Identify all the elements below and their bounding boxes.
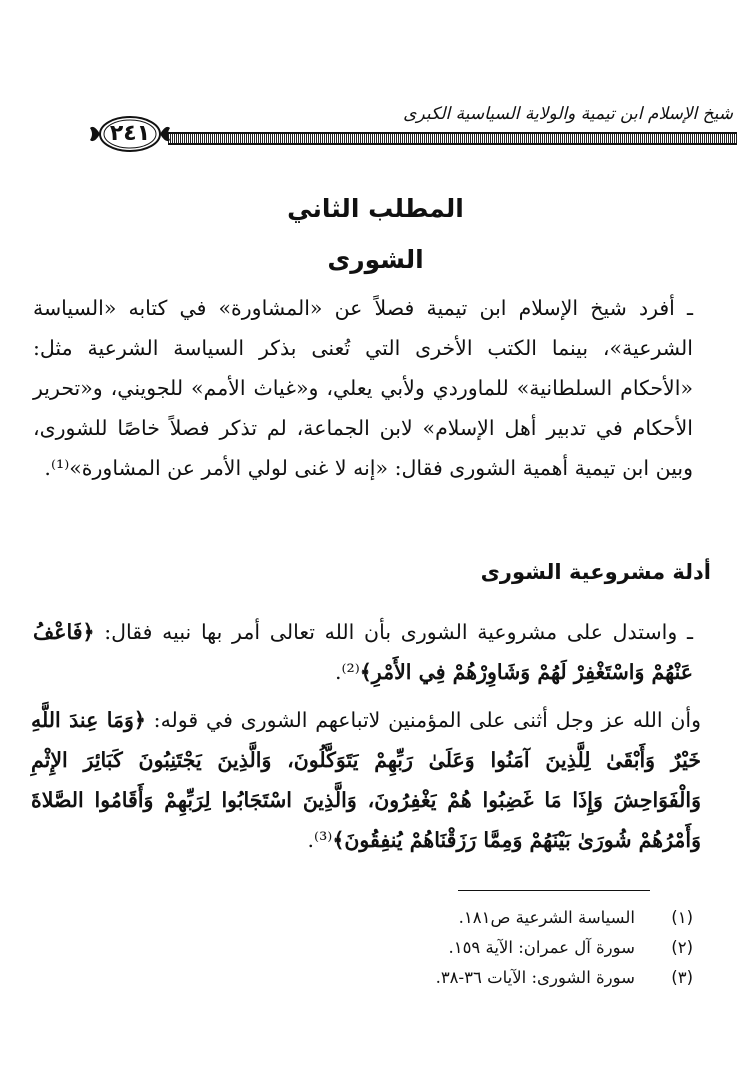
subheading: أدلة مشروعية الشورى — [480, 560, 711, 584]
footnote-item — [293, 903, 693, 933]
footnote-item — [293, 963, 693, 993]
paragraph-intro: ـ أفرد شيخ الإسلام ابن تيمية فصلاً عن «المشاورة» في كتابه «السياسة الشرعية»، بينما الكتب الأخرى التي تُعنى بذكر السياسة الشرعية مثل: «الأحكام السلطانية» للماوردي ولأبي يعلي، و«غياث الأمم» للجويني، و«تحرير الأحكام في تدبير أهل الإسلام» لابن الجماعة، لم تذكر فصلاً خاصًا للشورى، وبين ابن تيمية أهمية الشورى فقال: «إنه لا غنى لولي الأمر عن المشاورة»⁽¹⁾. — [33, 296, 693, 480]
paragraph-praise-text: وأن الله عز وجل أثنى على المؤمنين لاتباعهم الشورى في قوله: — [153, 708, 701, 732]
section-title: المطلب الثاني — [287, 194, 464, 223]
footnote-ref: ⁽²⁾. — [334, 660, 360, 684]
footnote-number: (١) — [671, 908, 693, 927]
quran-verse: ﴿وَمَا عِندَ اللَّهِ خَيْرٌ وَأَبْقَىٰ لِلَّذِينَ آمَنُوا وَعَلَىٰ رَبِّهِمْ يَتَوَكَّلُونَ، وَالَّذِينَ يَجْتَنِبُونَ كَبَائِرَ الإِثْمِ وَالْفَوَاحِشَ وَإِذَا مَا غَضِبُوا هُمْ يَغْفِرُونَ، وَالَّذِينَ اسْتَجَابُوا لِرَبِّهِمْ وَأَقَامُوا الصَّلاةَ وَأَمْرُهُمْ شُورَىٰ بَيْنَهُمْ وَمِمَّا رَزَقْنَاهُمْ يُنفِقُونَ﴾ — [31, 708, 701, 852]
paragraph-evidence — [33, 612, 693, 692]
paragraph-praise — [31, 700, 701, 860]
footnote-item — [293, 933, 693, 963]
footnote-ref: ⁽³⁾. — [307, 828, 333, 852]
paragraph-evidence-text: ـ واستدل على مشروعية الشورى بأن الله تعالى أمر بها نبيه فقال: — [104, 620, 693, 644]
footnote-number: (٣) — [671, 968, 693, 987]
quran-verse: ﴿فَاعْفُ عَنْهُمْ وَاسْتَغْفِرْ لَهُمْ وَشَاوِرْهُمْ فِي الأَمْرِ﴾ — [33, 620, 693, 684]
header-rule — [168, 132, 737, 145]
footnote-number: (٢) — [671, 938, 693, 957]
footnote-text: سورة آل عمران: الآية ١٥٩. — [448, 938, 635, 957]
page-number: ٢٤١ — [109, 121, 151, 146]
footnote-separator — [458, 890, 650, 891]
page-number-medallion — [88, 114, 172, 154]
footnotes — [293, 903, 693, 993]
footnote-text: سورة الشورى: الآيات ٣٦-٣٨. — [435, 968, 635, 987]
running-title: شيخ الإسلام ابن تيمية والولاية السياسية الكبرى — [403, 104, 733, 124]
footnote-text: السياسة الشرعية ص١٨١. — [458, 908, 635, 927]
topic-title: الشورى — [327, 245, 424, 274]
